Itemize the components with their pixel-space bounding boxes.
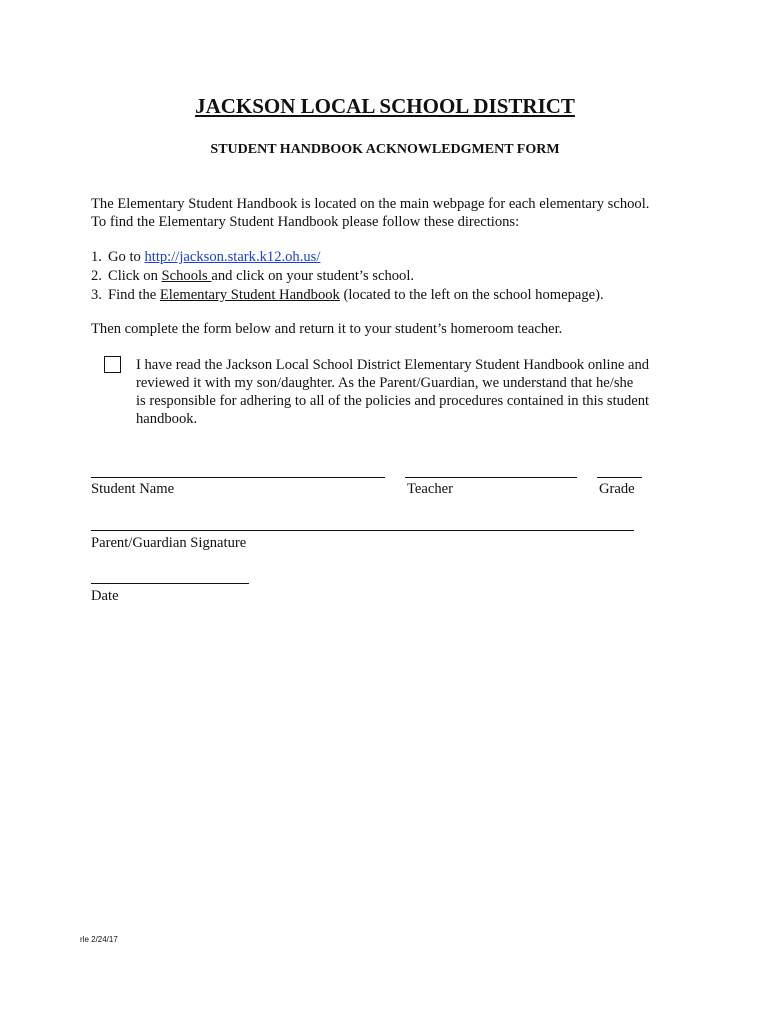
district-website-link[interactable]: http://jackson.stark.k12.oh.us/	[144, 249, 321, 265]
intro-line-1: The Elementary Student Handbook is located on the main webpage for each elementary school.	[91, 196, 650, 212]
handbook-link[interactable]: Elementary Student Handbook	[159, 287, 340, 303]
acknowledgment-line: reviewed it with my son/daughter. As the Parent/Guardian, we understand that he/she	[136, 375, 634, 391]
direction-text: and click on your student’s school.	[211, 268, 415, 284]
student-name-label: Student Name	[91, 481, 175, 497]
direction-text: Find the	[108, 287, 160, 303]
parent-signature-field[interactable]	[91, 530, 634, 531]
student-name-field[interactable]	[91, 477, 385, 478]
direction-number: 3.	[91, 287, 102, 303]
intro-paragraph	[91, 195, 731, 231]
date-label: Date	[91, 588, 119, 604]
form-subtitle: STUDENT HANDBOOK ACKNOWLEDGMENT FORM	[210, 142, 560, 157]
instruction-text: Then complete the form below and return it to your student’s homeroom teacher.	[91, 321, 563, 337]
direction-number: 2.	[91, 268, 102, 284]
teacher-field[interactable]	[405, 477, 577, 478]
page-title: JACKSON LOCAL SCHOOL DISTRICT	[195, 94, 575, 118]
acknowledgment-checkbox[interactable]	[104, 356, 121, 373]
direction-item-2	[91, 267, 731, 286]
direction-text: Click on	[108, 268, 162, 284]
acknowledgment-statement	[136, 356, 696, 428]
direction-text: (located to the left on the school homepage).	[339, 287, 604, 303]
acknowledgment-line: is responsible for adhering to all of the policies and procedures contained in this student	[136, 393, 650, 409]
direction-item-3	[91, 286, 731, 305]
intro-line-2: To find the Elementary Student Handbook please follow these directions:	[91, 214, 520, 230]
date-field[interactable]	[91, 583, 249, 584]
direction-number: 1.	[91, 249, 102, 265]
grade-label: Grade	[599, 481, 635, 497]
acknowledgment-line: handbook.	[136, 411, 198, 427]
schools-link[interactable]: Schools	[161, 268, 212, 284]
acknowledgment-line: I have read the Jackson Local School District Elementary Student Handbook online and	[136, 357, 650, 373]
teacher-label: Teacher	[407, 481, 453, 497]
parent-signature-label: Parent/Guardian Signature	[91, 535, 247, 551]
revision-note: rle 2/24/17	[80, 935, 118, 944]
grade-field[interactable]	[597, 477, 642, 478]
direction-text: Go to	[108, 249, 145, 265]
direction-item-1	[91, 248, 731, 267]
directions-list	[91, 248, 731, 305]
